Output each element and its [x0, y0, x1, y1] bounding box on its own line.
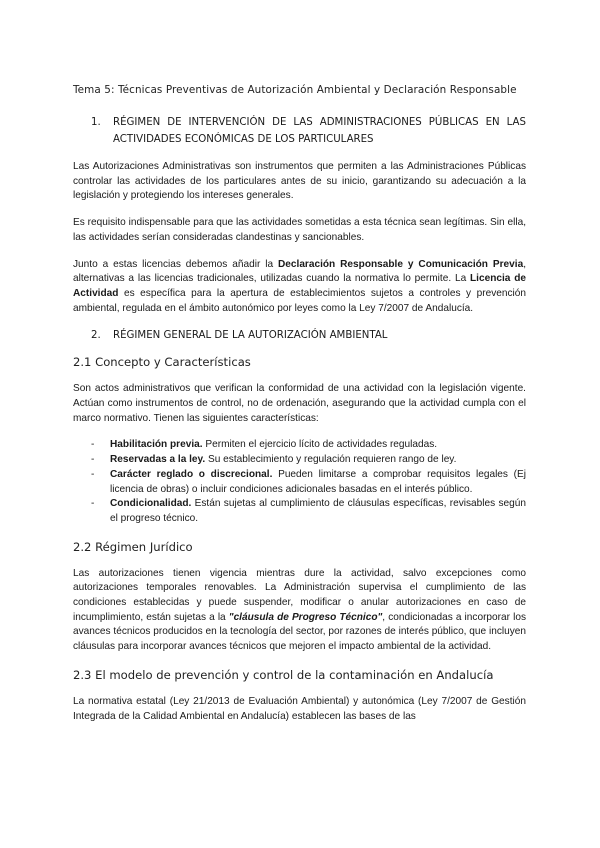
list-item	[73, 438, 526, 453]
paragraph: Es requisito indispensable para que las actividades sometidas a esta técnica sean legítimas. Sin ella, las actividades serían consideradas clandestinas y sancionables.	[73, 217, 526, 243]
list-text: Su establecimiento y regulación requieren rango de ley.	[205, 454, 457, 466]
list-item	[73, 453, 526, 468]
list-dash: -	[91, 439, 95, 451]
text-run: , condicionadas a incorporar los avances técnicos producidos en la tecnología del sector, por razones de interés público, que incluyen cláusulas para incorporar avances técnicos que mejoren el impacto ambiental de la actividad.	[73, 611, 526, 653]
subsection-2-2-title: 2.2 Régimen Jurídico	[73, 539, 193, 554]
list-text: Pueden limitarse a comprobar requisitos legales (Ej licencia de obras) o incluir condiciones adicionales basadas en el interés público.	[110, 468, 527, 495]
bold-italic-term: "cláusula de Progreso Técnico"	[228, 611, 383, 623]
paragraph	[73, 258, 526, 317]
list-item	[73, 497, 526, 526]
paragraph: Son actos administrativos que verifican la conformidad de una actividad con la legislación vigente. Actúan como instrumentos de control, no de ordenación, asegurando que la actividad cumpla con el marco normativo. Tienen las siguientes características:	[73, 383, 526, 424]
bold-term: Licencia de Actividad	[73, 273, 526, 299]
page-content	[73, 84, 526, 736]
section-2-heading	[91, 328, 526, 344]
bold-term: Habilitación previa.	[110, 439, 203, 451]
section-1-heading	[91, 114, 526, 148]
list-item	[73, 468, 526, 497]
bold-term: Reservadas a la ley.	[110, 454, 206, 466]
paragraph	[73, 567, 526, 655]
list-text: Están sujetas al cumplimiento de cláusulas específicas, revisables según el progreso técnico.	[110, 498, 526, 524]
bold-term: Condicionalidad.	[110, 498, 192, 510]
characteristics-list	[73, 438, 526, 526]
section-2-title: RÉGIMEN GENERAL DE LA AUTORIZACIÓN AMBIENTAL	[113, 330, 388, 342]
section-2-number: 2.	[91, 330, 101, 342]
text-run: Las autorizaciones tienen vigencia mientras dure la actividad, salvo excepciones como autorizaciones temporales renovables. La Administración supervisa el cumplimiento de las condiciones establecidas y puede suspender, modificar o anular autorizaciones en caso de incumplimiento, están sujetas a la	[73, 567, 526, 623]
subsection-2-1-title: 2.1 Concepto y Características	[73, 355, 251, 370]
paragraph: Las Autorizaciones Administrativas son instrumentos que permiten a las Administraciones Públicas controlar las actividades de los particulares antes de su inicio, garantizando su adecuación a la legislación y protegiendo los intereses generales.	[73, 161, 526, 202]
list-text: Permiten el ejercicio lícito de actividades reguladas.	[202, 439, 438, 451]
text-run: Junto a estas licencias debemos añadir la	[73, 258, 278, 270]
section-1-title: RÉGIMEN DE INTERVENCIÓN DE LAS ADMINISTRACIONES PÚBLICAS EN LAS ACTIVIDADES ECONÓMICAS DE LOS PARTICULARES	[113, 117, 526, 145]
text-run: , alternativas a las licencias tradicionales, utilizadas cuando la normativa lo permite. La	[73, 258, 526, 285]
bold-term: Declaración Responsable y Comunicación Previa	[278, 258, 524, 270]
list-dash: -	[91, 498, 95, 510]
section-1-number: 1.	[91, 117, 101, 128]
list-dash: -	[91, 454, 95, 466]
paragraph: La normativa estatal (Ley 21/2013 de Evaluación Ambiental) y autonómica (Ley 7/2007 de Gestión Integrada de la Calidad Ambiental en Andalucía) establecen las bases de las	[73, 695, 526, 722]
subsection-2-3-title: 2.3 El modelo de prevención y control de la contaminación en Andalucía	[73, 667, 494, 682]
bold-term: Carácter reglado o discrecional.	[110, 468, 273, 480]
list-dash: -	[91, 468, 95, 480]
text-run: es específica para la apertura de establecimientos sujetos a controles y prevención ambiental, regulada en el ámbito autonómico por leyes como la Ley 7/2007 de Andalucía.	[73, 287, 526, 314]
document-header: Tema 5: Técnicas Preventivas de Autorización Ambiental y Declaración Responsable	[73, 84, 517, 96]
